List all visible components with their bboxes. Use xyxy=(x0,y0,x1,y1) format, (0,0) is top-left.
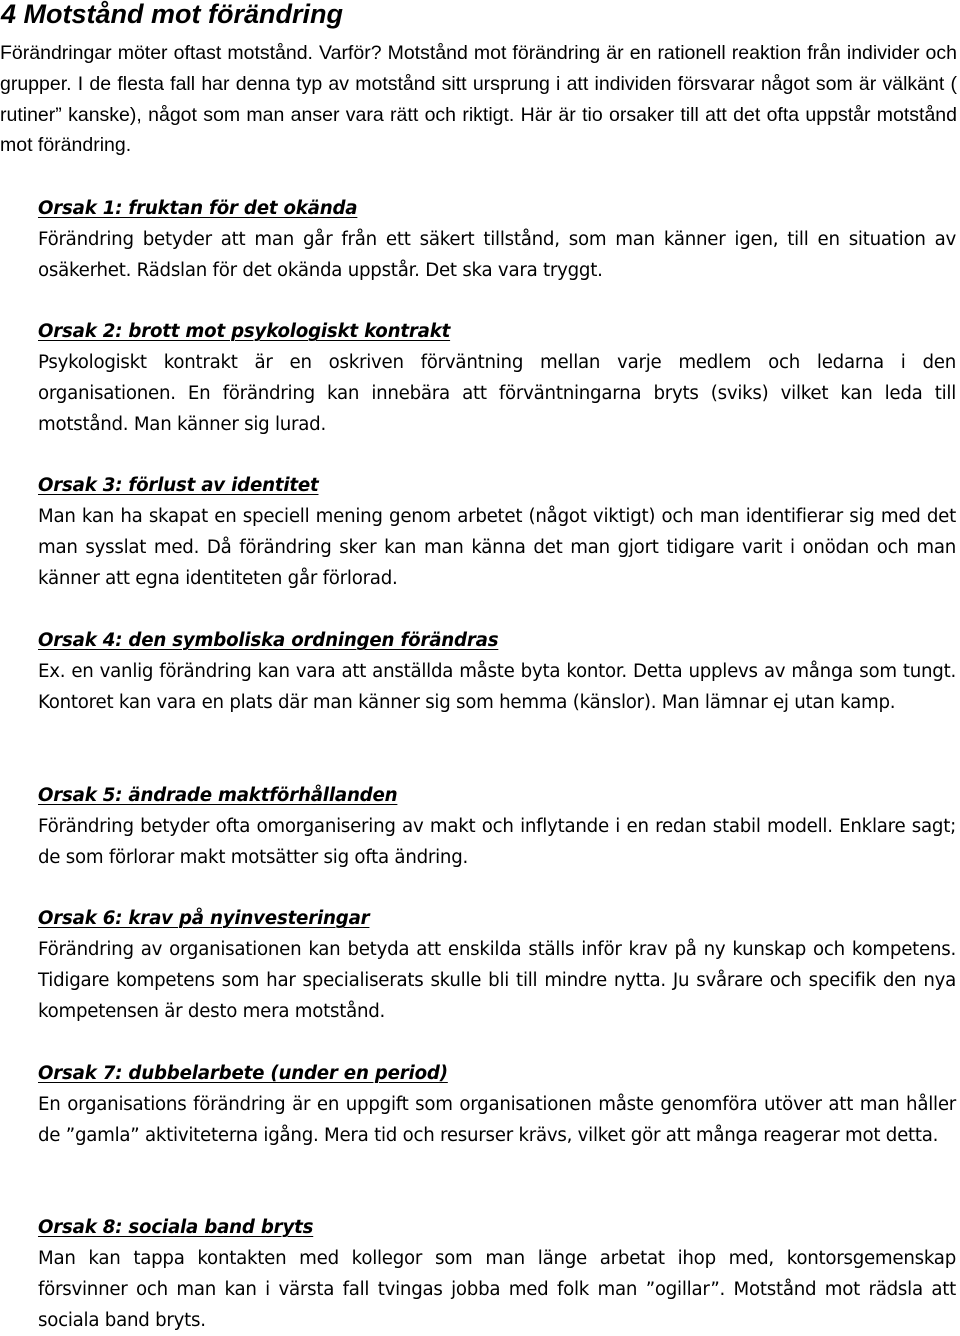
section-heading: Orsak 6: krav på nyinvesteringar xyxy=(38,908,370,929)
section-orsak-3 xyxy=(38,470,956,594)
section-orsak-2 xyxy=(38,316,956,440)
intro-paragraph: Förändringar möter oftast motstånd. Varför? Motstånd mot förändring är en rationell reaktion från individer och grupper. I de flesta fall har denna typ av motstånd sitt ursprung i att individen försvarar något som är välkänt ( rutiner” kanske), något som man anser vara rätt och riktigt. Här är tio orsaker till att det ofta uppstår motstånd mot förändring. xyxy=(0,42,957,157)
section-heading: Orsak 7: dubbelarbete (under en period) xyxy=(38,1063,448,1084)
section-orsak-8 xyxy=(38,1212,956,1336)
section-body: Förändring betyder att man går från ett säkert tillstånd, som man känner igen, till en situation av osäkerhet. Rädslan för det okända uppstår. Det ska vara tryggt. xyxy=(38,229,956,281)
section-body: Psykologiskt kontrakt är en oskriven förväntning mellan varje medlem och ledarna i den organisationen. En förändring kan innebära att förväntningarna bryts (sviks) vilket kan leda till motstånd. Man känner sig lurad. xyxy=(38,352,956,435)
section-heading: Orsak 3: förlust av identitet xyxy=(38,475,319,496)
section-heading: Orsak 1: fruktan för det okända xyxy=(38,198,358,219)
section-orsak-4 xyxy=(38,625,956,718)
section-heading: Orsak 5: ändrade maktförhållanden xyxy=(38,785,398,806)
section-orsak-1 xyxy=(38,193,956,286)
section-heading: Orsak 4: den symboliska ordningen förändras xyxy=(38,630,499,651)
section-orsak-5 xyxy=(38,780,956,873)
section-body: Man kan ha skapat en speciell mening genom arbetet (något viktigt) och man identifierar sig med det man sysslat med. Då förändring sker kan man känna det man gjort tidigare varit i onödan och man känner att egna identiteten går förlorad. xyxy=(38,506,956,589)
section-body: Förändring av organisationen kan betyda att enskilda ställs inför krav på ny kunskap och kompetens. Tidigare kompetens som har specialiserats skulle bli till mindre nytta. Ju svårare och specifik den nya kompetensen är desto mera motstånd. xyxy=(38,939,956,1022)
section-heading: Orsak 2: brott mot psykologiskt kontrakt xyxy=(38,321,451,342)
section-orsak-7 xyxy=(38,1058,956,1151)
section-body: En organisations förändring är en uppgift som organisationen måste genomföra utöver att man håller de ”gamla” aktiviteterna igång. Mera tid och resurser krävs, vilket gör att många reagerar mot detta. xyxy=(38,1094,956,1146)
section-body: Man kan tappa kontakten med kollegor som man länge arbetat ihop med, kontorsgemenskap försvinner och man kan i värsta fall tvingas jobba med folk man ”ogillar”. Motstånd mot rädsla att sociala band bryts. xyxy=(38,1248,956,1331)
section-body: Ex. en vanlig förändring kan vara att anställda måste byta kontor. Detta upplevs av många som tungt. Kontoret kan vara en plats där man känner sig som hemma (känslor). Man lämnar ej utan kamp. xyxy=(38,661,956,713)
page-title: 4 Motstånd mot förändring xyxy=(1,0,343,29)
section-orsak-6 xyxy=(38,903,956,1027)
section-body: Förändring betyder ofta omorganisering av makt och inflytande i en redan stabil modell. Enklare sagt; de som förlorar makt motsätter sig ofta ändring. xyxy=(38,816,956,868)
section-heading: Orsak 8: sociala band bryts xyxy=(38,1217,314,1238)
